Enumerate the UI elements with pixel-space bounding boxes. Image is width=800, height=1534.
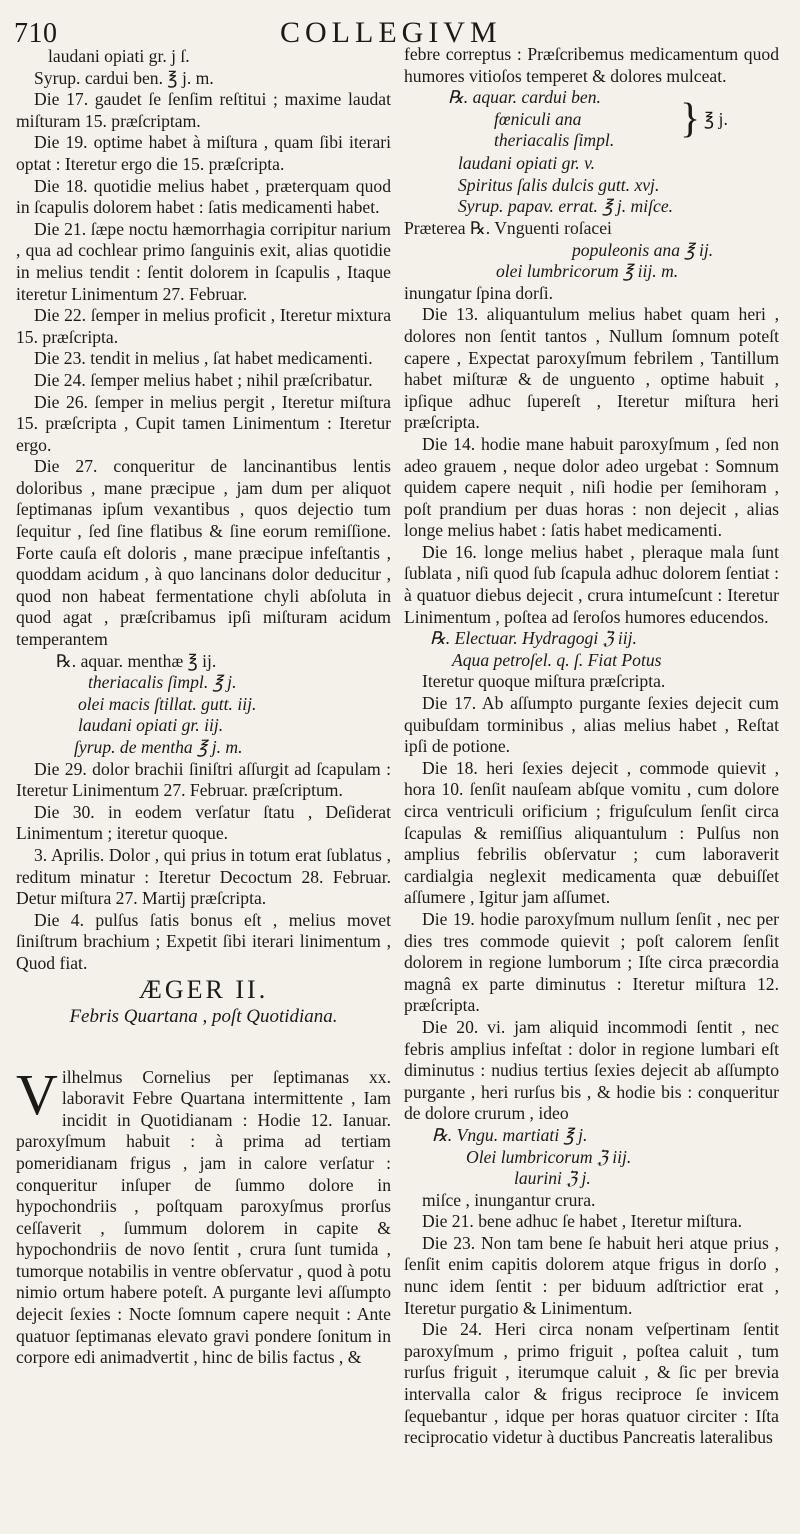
opening-text: ilhelmus Cornelius per ſeptimanas xx. laboravit Febre Quartana intermittente , Iam incidit in Quotidianam : Hodie 12. Ianuar. paroxyſmum habuit : à prima ad tertiam pomeridianam frigus , jam in calore verſatur : conqueritur inſuper de ſummo dolore in hypochondriis , poſtquam paroxyſmus prorſus ceſſaverit , ſummum dolorem in capite & hypochondriis de novo ſentit , crura ſunt tumida , tumorque notabilis in ventre obſervatur , quod à potu nimio ortum habere poteſt. A purgante levi aſſumpto dejecit ſexies : Nocte ſomnum capere nequit : Ante quatuor ſeptimanas elevato gravi pondere ſonitum in corpore edi animadvertit , hinc de bilis factus , & <box>16 1066 391 1368</box>
day-entry: Die 24. ſemper melius habet ; nihil præſcribatur. <box>34 369 373 390</box>
section-subtitle: Febris Quartana , poſt Quotidiana. <box>69 1005 338 1027</box>
recipe-line: ℞. Electuar. Hydragogi ℨ iij. <box>430 628 637 649</box>
left-column <box>16 46 391 1369</box>
recipe-line: laudani opiati gr. j ſ. <box>48 46 190 66</box>
day-entry: Die 19. hodie paroxyſmum nullum ſenſit , nec per dies tres commode quievit ; poſt calorem ſenſit dolorem in regione lumborum ; Iſte circa præcordia magnâ ex parte diminutus : Iteretur miſtura 12. præſcripta. <box>404 908 779 1016</box>
day-entry: Die 21. ſæpe noctu hæmorrhagia corripitur narium , qua ad cochlear primo ſanguinis exit, alias quotidie in melius tendit : ſentit dolorem in ſcapulis , Itaque iteretur Linimentum 27. Februar. <box>16 218 391 304</box>
day-entry: Die 22. ſemper in melius proficit , Iteretur mixtura 15. præſcripta. <box>16 305 391 347</box>
recipe-line: Olei lumbricorum ℨ iij. <box>466 1146 632 1167</box>
brace-dose: ℥ j. <box>704 109 728 130</box>
recipe-line: olei lumbricorum ℥ iij. m. <box>496 261 679 282</box>
day-entry: Die 24. Heri circa nonam veſpertinam ſentit paroxyſmum , primo friguit , poſtea caluit , tum rurſus friguit , iterumque caluit , & ſic per brevia intervalla calor & frigus reciproce ſe invicem ſequebantur , idque per horas quatuor circiter : Iſta reciprocatio videtur à ductibus Pancreatis lateralibus <box>404 1319 779 1448</box>
day-entry: 3. Aprilis. Dolor , qui prius in totum erat ſublatus , reditum minatur : Iteretur Decoctum 28. Februar. Detur miſtura 27. Martij præſcripta. <box>16 844 391 909</box>
day-entry: Die 17. Ab aſſumpto purgante ſexies dejecit cum quibuſdam torminibus , alias melius habet , Reſtat ipſi de potione. <box>404 693 779 757</box>
recipe-line: laudani opiati gr. iij. <box>78 715 224 736</box>
recipe-line: theriacalis ſimpl. ℥ j. <box>88 672 237 693</box>
recipe-line: inungatur ſpina dorſi. <box>404 282 554 303</box>
drop-cap: V <box>16 1061 58 1127</box>
recipe-line: Aqua petroſel. q. ſ. Fiat Potus <box>452 649 662 670</box>
continuation-text: febre correptus : Præſcribemus medicamentum quod humores vitioſos temperet & dolores mulceat. <box>404 44 779 86</box>
day-entry: Die 4. pulſus ſatis bonus eſt , melius movet ſiniſtrum brachium ; Expetit ſibi iterari linimentum , Quod fiat. <box>16 909 391 973</box>
day-entry: Die 21. bene adhuc ſe habet , Iteretur miſtura. <box>422 1211 742 1232</box>
day-entry: Die 18. heri ſexies dejecit , commode quievit , hora 10. ſenſit nauſeam abſque vomitu , cum dolore circa ventriculi orificium ; friguſculum ſenſit circa ſcapulas & remiſſius aliquantulum : Pulſus non amplius febrilis obſervatur ; cum laboraverit cardialgia neglexit medicamenta quæ debuiſſet aſſumere , Igitur jam aſſumet. <box>404 757 779 908</box>
recipe-line: populeonis ana ℥ ij. <box>572 239 714 260</box>
opening-paragraph <box>16 1061 391 1369</box>
day-entry: Die 29. dolor brachii ſiniſtri aſſurgit ad ſcapulam : Iteretur Linimentum 27. Februar. præſcriptum. <box>16 758 391 801</box>
recipe-line: Syrup. papav. errat. ℥ j. miſce. <box>458 196 674 217</box>
recipe-line: ℞. aquar. menthæ ℥ ij. <box>56 650 217 671</box>
day-entry: Die 16. longe melius habet , pleraque mala ſunt ſublata , niſi quod ſub ſcapula adhuc dolorem ſentiat : à quatuor diebus dejecit , crura intumeſcunt : Iteretur Linimentum , poſtea ad ſeroſos humores educendos. <box>404 541 779 627</box>
section-title: ÆGER II. <box>138 974 269 1004</box>
day-entry: Die 19. optime habet à miſtura , quam ſibi iterari optat : Iteretur ergo die 15. præſcripta. <box>16 132 391 174</box>
recipe-line: miſce , inungantur crura. <box>422 1189 596 1210</box>
brace-lines <box>440 87 614 152</box>
brace-icon: } <box>680 96 701 143</box>
day-entry: Die 30. in eodem verſatur ſtatu , Deſiderat Linimentum ; iteretur quoque. <box>16 801 391 844</box>
recipe-line: theriacalis ſimpl. <box>494 130 615 151</box>
recipe-line: fœniculi ana <box>494 108 582 129</box>
day-entry: Die 18. quotidie melius habet , præterquam quod in ſcapulis dolorem habet : ſatis medicamenti habet. <box>16 175 391 218</box>
day-entry: Die 20. vi. jam aliquid incommodi ſentit , nec febris amplius infeſtat : dolor in regione lumbari eſt diminutus : nudius tertius ſexies dejecit ab aſſumpto purgante , heri rurſus bis , & hodie bis : conqueritur de dolore crurum , ideo <box>404 1016 779 1124</box>
recipe-line: laudani opiati gr. v. <box>458 153 596 174</box>
recipe-line: Præterea ℞. Vnguenti roſacei <box>404 217 612 238</box>
recipe-line: ℞. Vngu. martiati ℥ j. <box>432 1124 588 1145</box>
recipe-brace-group <box>404 87 779 153</box>
recipe-line: Syrup. cardui ben. ℥ j. m. <box>34 67 214 88</box>
day-entry: Die 14. hodie mane habuit paroxyſmum , ſed non adeo grauem , neque dolor adeo urgebat : Somnum quidem capere nequit , niſi hodie per ſemihoram , poſt prandium per duas horas : non dejecit , alias longe melius habet : ſatis habet medicamenti. <box>404 433 779 541</box>
right-column <box>404 44 779 1449</box>
recipe-line: laurini ℨ j. <box>514 1168 591 1189</box>
recipe-line: ſyrup. de mentha ℥ j. m. <box>74 737 243 757</box>
day-entry: Die 23. tendit in melius , ſat habet medicamenti. <box>34 348 373 369</box>
recipe-line: olei macis ſtillat. gutt. iij. <box>78 693 257 714</box>
recipe-line: Iteretur quoque miſtura præſcripta. <box>422 671 666 692</box>
day-entry: Die 17. gaudet ſe ſenſim reſtitui ; maxime laudat miſturam 15. præſcriptam. <box>16 89 391 131</box>
day-entry: Die 23. Non tam bene ſe habuit heri atque prius , ſenſit enim capitis dolorem atque frigus in dorſo , nunc idem ſentit : per biduum adſtrictior erat , Iteretur purgatio & Linimentum. <box>404 1232 779 1318</box>
day-entry: Die 27. conqueritur de lancinantibus lentis doloribus , mane præcipue , jam dum per aliquot ſeptimanas ipſum vexantibus , quos dejectio tum ſequitur , ſed ſine flatibus & ſine eorum remiſſione. Forte cauſa eſt doloris , mane præcipue infeſtantis , quoddam acidum , à quo lancinans dolor deducitur , quod non habeat fermentatione chyli abſoluta in quod agat , præſcribamus ipſi miſturam acidum temperantem <box>16 456 391 650</box>
recipe-line: Spiritus ſalis dulcis gutt. xvj. <box>458 174 660 195</box>
day-entry: Die 26. ſemper in melius pergit , Iteretur miſtura 15. præſcripta , Cupit tamen Linimentum : Iteretur ergo. <box>16 391 391 455</box>
recipe-line: ℞. aquar. cardui ben. <box>448 87 601 108</box>
running-head: COLLEGIVM <box>280 16 502 49</box>
page-number: 710 <box>14 18 58 49</box>
day-entry: Die 13. aliquantulum melius habet quam heri , dolores non ſentit tantos , Nullum ſomnum poteſt capere , Expectat paroxyſmum febrilem , Tantillum habet miſturæ & de unguento , optime habuit , ipſique adhuc ſupereſt , Iteretur miſtura heri præſcripta. <box>404 304 779 433</box>
